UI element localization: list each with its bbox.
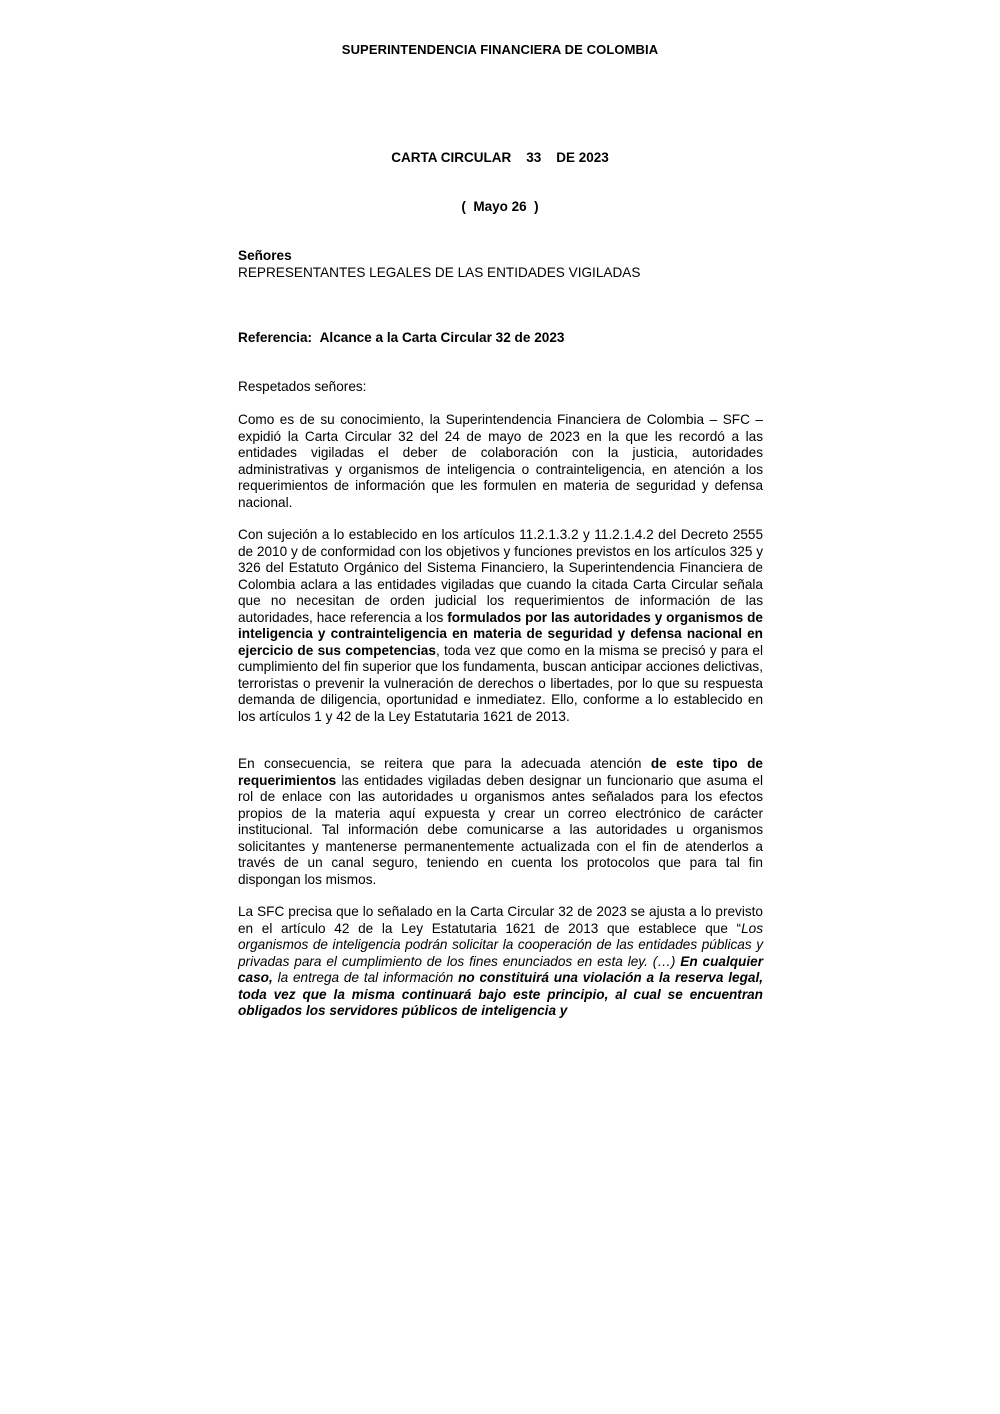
paragraph-4-bolditalic-b: no constituirá una violación a la reserva legal, toda vez que la misma continuará bajo este principio, al cual se encuentran obligados los servidores públicos de inteligencia y — [238, 970, 763, 1018]
paragraph-3 — [238, 756, 763, 888]
addressee-block — [238, 248, 763, 281]
circular-date — [0, 199, 1000, 214]
paragraph-3-bold: de este tipo de requerimientos — [238, 756, 763, 788]
reference-text: Alcance a la Carta Circular 32 de 2023 — [319, 330, 565, 345]
circular-number: 33 — [526, 150, 542, 165]
paragraph-2-text-a: Con sujeción a lo establecido en los artículos 11.2.1.3.2 y 11.2.1.4.2 del Decreto 2555 de 2010 y de conformidad con los objetivos y funciones previstos en los artículos 325 y 326 del Estatuto Orgánico del Sistema Financiero, la Superintendencia Financiera de Colombia aclara a las entidades vigiladas que cuando la citada Carta Circular señala que no necesitan de orden judicial los requerimientos de información de las autoridades, hace referencia a los — [238, 527, 763, 625]
organization-header: SUPERINTENDENCIA FINANCIERA DE COLOMBIA — [341, 42, 659, 57]
circular-year: DE 2023 — [556, 150, 609, 165]
circular-title — [0, 150, 1000, 165]
greeting: Respetados señores: — [238, 379, 367, 394]
date-text: ( Mayo 26 ) — [461, 199, 539, 214]
paragraph-1: Como es de su conocimiento, la Superintendencia Financiera de Colombia – SFC – expidió la Carta Circular 32 del 24 de mayo de 2023 en la que les recordó a las entidades vigiladas el deber de colaboración con la justicia, autoridades administrativas y organismos de inteligencia o contrainteligencia, en atención a los requerimientos de información que les formulen en materia de seguridad y defensa nacional. — [238, 412, 763, 510]
paragraph-4-italic-b: la entrega de tal información — [272, 970, 459, 985]
reference-line — [238, 330, 763, 347]
paragraph-3-text-b: las entidades vigiladas deben designar un funcionario que asuma el rol de enlace con las autoridades u organismos antes señalados para los efectos propios de la materia aquí expuesta y crear un correo electrónico de carácter institucional. Tal información debe comunicarse a las autoridades u organismos solicitantes y mantenerse permanentemente actualizada con el fin de atenderlos a través de un canal seguro, teniendo en cuenta los protocolos que para tal fin dispongan los mismos. — [238, 772, 763, 887]
paragraph-2 — [238, 527, 763, 725]
paragraph-4-italic-a: Los organismos de inteligencia podrán solicitar la cooperación de las entidades públicas y privadas para el cumplimiento de los fines enunciados en esta ley. (…) — [238, 920, 763, 969]
salutation-label: Señores — [238, 248, 292, 263]
paragraph-4-text-a: La SFC precisa que lo señalado en la Carta Circular 32 de 2023 se ajusta a lo previsto en el artículo 42 de la Ley Estatutaria 1621 de 2013 que establece que “ — [238, 904, 763, 936]
reference-label: Referencia: — [238, 330, 313, 345]
recipients: REPRESENTANTES LEGALES DE LAS ENTIDADES VIGILADAS — [238, 264, 641, 280]
paragraph-2-text-b: , toda vez que como en la misma se precisó y para el cumplimiento del fin superior que los fundamenta, buscan anticipar acciones delictivas, terroristas o prevenir la vulneración de derechos o libertades, por lo que su respuesta demanda de diligencia, oportunidad e inmediatez. Ello, conforme a lo establecido en los artículos 1 y 42 de la Ley Estatutaria 1621 de 2013. — [238, 642, 763, 724]
paragraph-4-bolditalic-a: En cualquier caso, — [238, 953, 763, 985]
paragraph-3-text-a: En consecuencia, se reitera que para la adecuada atención — [238, 756, 651, 771]
paragraph-4 — [238, 904, 763, 1020]
circular-label: CARTA CIRCULAR — [391, 150, 512, 165]
paragraph-2-bold: formulados por las autoridades y organismos de inteligencia y contrainteligencia en materia de seguridad y defensa nacional en ejercicio de sus competencias — [238, 609, 763, 658]
